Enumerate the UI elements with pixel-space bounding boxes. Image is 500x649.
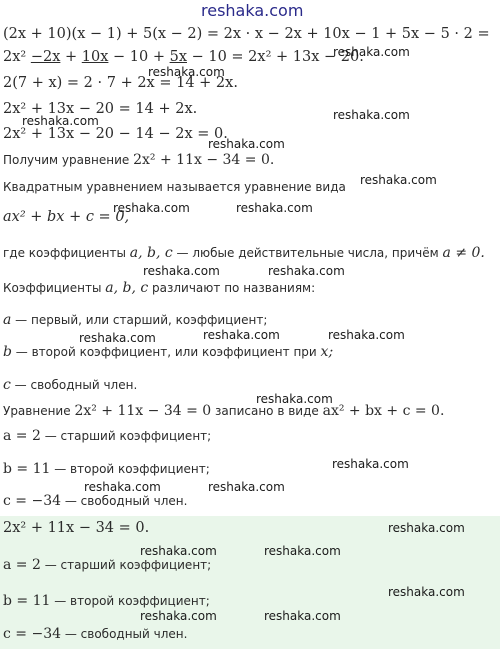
watermark: reshaka.com [328,328,405,342]
text: — второй коэффициент; [50,594,210,608]
free-term-line [3,378,137,392]
site-watermark: reshaka.com [201,1,304,20]
text: Получим уравнение [3,153,134,167]
watermark: reshaka.com [84,480,161,494]
math: a = 2 [3,557,41,573]
watermark: reshaka.com [388,585,465,599]
watermark: reshaka.com [333,45,410,59]
answer-b-line [3,594,210,608]
watermark: reshaka.com [208,480,285,494]
math: b = 11 [3,461,51,477]
underlined-term: 5x [169,49,187,65]
text: — свободный член. [61,494,188,508]
watermark: reshaka.com [143,264,220,278]
math: b [3,344,12,360]
watermark: reshaka.com [236,201,313,215]
math: c [3,377,11,393]
first-coefficient-line [3,313,267,327]
resulting-equation-line [3,153,274,167]
math: a, b, c [129,245,173,261]
text: — старший коэффициент; [40,558,212,572]
text: — старший коэффициент; [40,429,212,443]
watermark: reshaka.com [208,137,285,151]
math: b = 11 [3,593,51,609]
math: a = 2 [3,428,41,444]
watermark: reshaka.com [256,392,333,406]
b-value-line [3,462,210,476]
term: − 10 + [108,49,170,65]
math: c = −34 [3,626,62,642]
watermark: reshaka.com [203,328,280,342]
text: где коэффициенты [3,246,130,260]
watermark: reshaka.com [140,609,217,623]
c-value-line [3,494,187,508]
answer-a-line [3,558,211,572]
equation-line-2 [3,50,364,65]
watermark: reshaka.com [148,65,225,79]
watermark: reshaka.com [264,609,341,623]
math: a, b, c [105,280,149,296]
general-form-equation: ax² + bx + c = 0, [3,209,130,225]
watermark: reshaka.com [333,108,410,122]
coefficients-names-line [3,281,315,295]
watermark: reshaka.com [360,173,437,187]
underlined-term: −2x [30,49,61,65]
equation-form-line [3,404,444,418]
math: x; [320,344,334,360]
watermark: reshaka.com [332,457,409,471]
watermark: reshaka.com [22,114,99,128]
equation-line-3: 2(7 + x) = 2 · 7 + 2x = 14 + 2x. [3,75,238,91]
answer-equation: 2x² + 11x − 34 = 0. [3,520,150,536]
equation-line-1: (2x + 10)(x − 1) + 5(x − 2) = 2x · x − 2x + 10x − 1 + 5x − 5 · 2 = [3,26,490,42]
text: — свободный член. [61,627,188,641]
second-coefficient-line [3,345,333,359]
definition-line: Квадратным уравнением называется уравнение вида [3,180,346,194]
watermark: reshaka.com [113,201,190,215]
math: 2x² + 11x − 34 = 0. [133,152,275,168]
watermark: reshaka.com [79,331,156,345]
a-value-line [3,429,211,443]
watermark: reshaka.com [388,521,465,535]
text: записано в виде [211,404,323,418]
math: ax² + bx + c = 0. [322,403,445,419]
text: — любые действительные числа, причём [172,246,443,260]
math: c = −34 [3,493,62,509]
text: — свободный член. [10,378,138,392]
watermark: reshaka.com [268,264,345,278]
term: − 10 = 2x² + 13x − 20. [187,49,364,65]
math: 2x² + 11x − 34 = 0 [74,403,212,419]
text: — второй коэффициент, или коэффициент при [11,345,321,359]
math: a ≠ 0. [442,245,485,261]
text: — первый, или старший, коэффициент; [11,313,268,327]
text: — второй коэффициент; [50,462,210,476]
answer-c-line [3,627,187,641]
watermark: reshaka.com [140,544,217,558]
text: Коэффициенты [3,281,106,295]
math: a [3,312,12,328]
underlined-term: 10x [81,49,109,65]
text: различают по названиям: [148,281,316,295]
equation-line-4: 2x² + 13x − 20 = 14 + 2x. [3,101,198,117]
watermark: reshaka.com [264,544,341,558]
term: 2x² [3,49,31,65]
equation-line-5: 2x² + 13x − 20 − 14 − 2x = 0. [3,126,228,142]
coefficients-definition-line [3,246,485,260]
term: + [60,49,82,65]
text: Уравнение [3,404,75,418]
